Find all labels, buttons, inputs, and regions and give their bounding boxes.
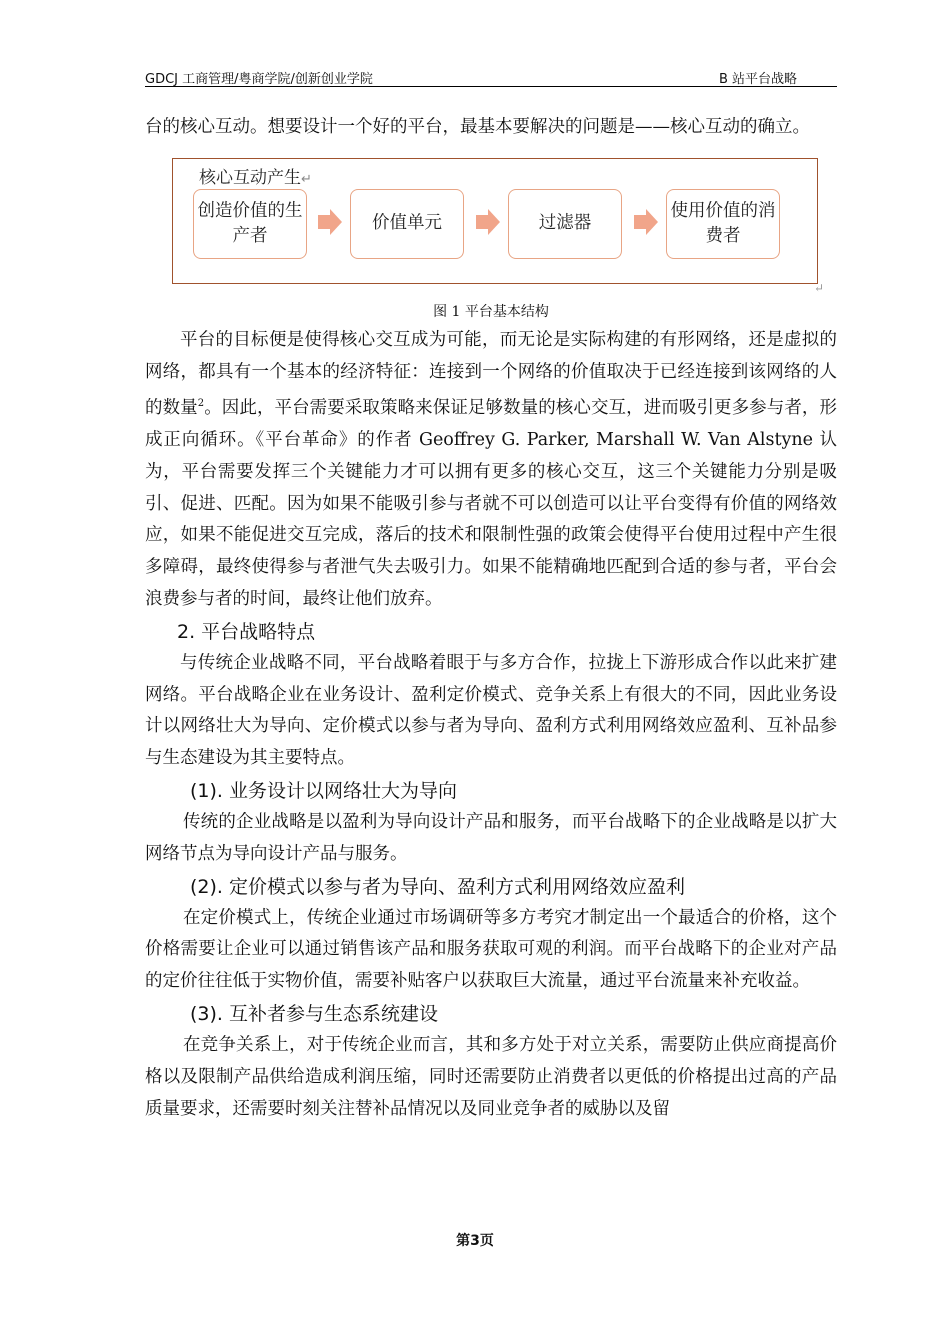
subsection-3-heading: (3). 互补者参与生态系统建设	[190, 1002, 438, 1025]
subsection-1-heading: (1). 业务设计以网络壮大为导向	[190, 779, 457, 802]
document-body	[145, 112, 837, 1125]
section-2-heading: 2. 平台战略特点	[177, 620, 316, 643]
paragraph-1: 平台的目标便是使得核心交互成为可能，而无论是实际构建的有形网络，还是虚拟的网络，都具有一个基本的经济特征：连接到一个网络的价值取决于已经连接到该网络的人的数量$^2$。因此，平台需要采取策略来保证足够数量的核心交互，进而吸引更多参与者，形成正向循环。《平台革命》的作者 Geoffrey G. Parker, Marshall W. Van Alstyne 认为，平台需要发挥三个关键能力才可以拥有更多的核心交互，这三个关键能力分别是吸引、促进、匹配。因为如果不能吸引参与者就不可以创造可以让平台变得有价值的网络效应，如果不能促进交互完成，落后的技术和限制性强的政策会使得平台使用过程中产生很多障碍，最终使得参与者泄气失去吸引力。如果不能精确地匹配到合适的参与者，平台会浪费参与者的时间，最终让他们放弃。	[145, 329, 838, 609]
paragraph-2: 与传统企业战略不同，平台战略着眼于与多方合作，拉拢上下游形成合作以此来扩建网络。平台战略企业在业务设计、盈利定价模式、竞争关系上有很大的不同，因此业务设计以网络壮大为导向、定价模式以参与者为导向、盈利方式利用网络效应盈利、互补品参与生态建设为其主要特点。	[145, 652, 837, 769]
node-filter: 过滤器	[508, 189, 622, 259]
figure-caption: 图 1 平台基本结构	[433, 303, 549, 320]
paragraph-4: 在定价模式上，传统企业通过市场调研等多方考究才制定出一个最适合的价格，这个价格需要让企业可以通过销售该产品和服务获取可观的利润。而平台战略下的企业对产品的定价往往低于实物价值，需要补贴客户以获取巨大流量，通过平台流量来补充收益。	[145, 907, 837, 992]
header-right-text: B 站平台战略	[718, 72, 797, 87]
diagram-title: 核心互动产生↵	[199, 167, 312, 188]
header-left-text: GDCJ 工商管理/粤商学院/创新创业学院	[145, 72, 373, 87]
page-header	[145, 66, 837, 87]
page-number: 第3页	[456, 1233, 494, 1249]
node-value-unit: 价值单元	[350, 189, 464, 259]
node-producer: 创造价值的生产者	[193, 189, 307, 259]
return-mark-icon: ↵	[813, 280, 824, 295]
platform-structure-diagram	[172, 158, 824, 295]
paragraph-3: 传统的企业战略是以盈利为导向设计产品和服务，而平台战略下的企业战略是以扩大网络节点为导向设计产品与服务。	[145, 811, 837, 864]
subsection-2-heading: (2). 定价模式以参与者为导向、盈利方式利用网络效应盈利	[190, 875, 685, 898]
paragraph-5: 在竞争关系上，对于传统企业而言，其和多方处于对立关系，需要防止供应商提高价格以及限制产品供给造成利润压缩，同时还需要防止消费者以更低的价格提出过高的产品质量要求，还需要时刻关注替补品情况以及同业竞争者的威胁以及留	[145, 1034, 837, 1119]
intro-paragraph: 台的核心互动。想要设计一个好的平台，最基本要解决的问题是——核心互动的确立。	[145, 117, 810, 137]
node-consumer: 使用价值的消费者	[666, 189, 780, 259]
